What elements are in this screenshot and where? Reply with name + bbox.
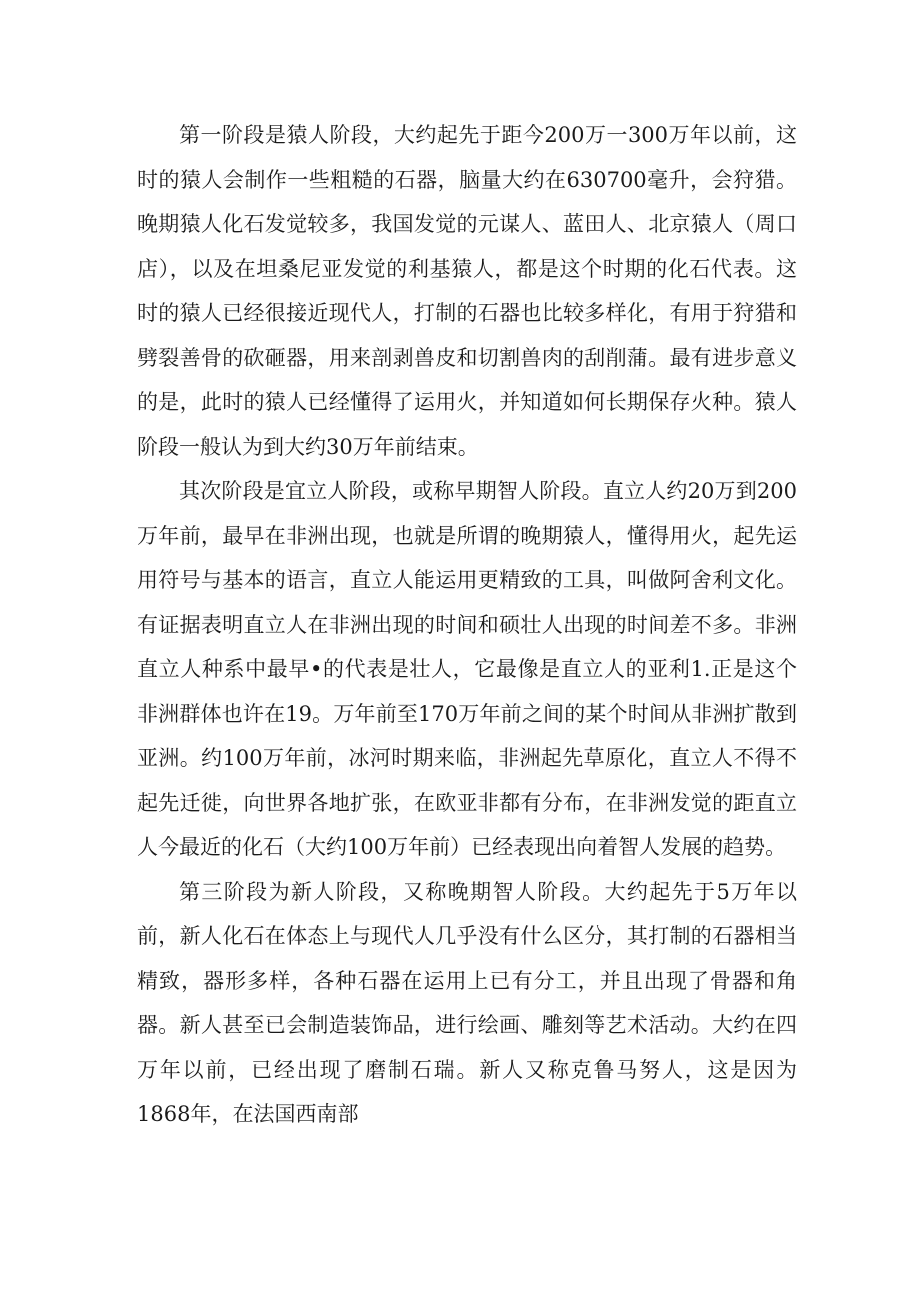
paragraph-homo-erectus-stage: 其次阶段是宜立人阶段，或称早期智人阶段。直立人约20万到200万年前，最早在非洲出现，也就是所谓的晚期猿人，懂得用火，起先运用符号与基本的语言，直立人能运用更精致的工具，叫做阿舍利文化。有证据表明直立人在非洲出现的时间和硕壮人出现的时间差不多。非洲直立人种系中最早•的代表是壮人，它最像是直立人的亚利1.正是这个非洲群体也许在19。万年前至170万年前之间的某个时间从非洲扩散到亚洲。约100万年前，冰河时期来临，非洲起先草原化，直立人不得不起先迁徙，向世界各地扩张，在欧亚非都有分布，在非洲发觉的距直立人今最近的化石（大约100万年前）已经表现出向着智人发展的趋势。 (137, 479, 797, 859)
paragraph-ape-man-stage: 第一阶段是猿人阶段，大约起先于距今200万一300万年以前，这时的猿人会制作一些粗糙的石器，脑量大约在630700毫升，会狩猎。晚期猿人化石发觉较多，我国发觉的元谋人、蓝田人、北京猿人（周口店），以及在坦桑尼亚发觉的利基猿人，都是这个时期的化石代表。这时的猿人已经很接近现代人，打制的石器也比较多样化，有用于狩猎和劈裂善骨的砍砸器，用来剖剥兽皮和切割兽肉的刮削蒲。最有进步意义的是，此时的猿人已经懂得了运用火，并知道如何长期保存火种。猿人阶段一般认为到大约30万年前结束。 (137, 123, 797, 459)
document-body (137, 113, 797, 1137)
paragraph-new-man-stage: 第三阶段为新人阶段，又称晚期智人阶段。大约起先于5万年以前，新人化石在体态上与现代人几乎没有什么区分，其打制的石器相当精致，器形多样，各种石器在运用上已有分工，并且出现了骨器和角器。新人甚至已会制造装饰品，进行绘画、雕刻等艺术活动。大约在四万年以前，已经出现了磨制石瑞。新人又称克鲁马努人，这是因为1868年，在法国西南部 (137, 879, 797, 1126)
